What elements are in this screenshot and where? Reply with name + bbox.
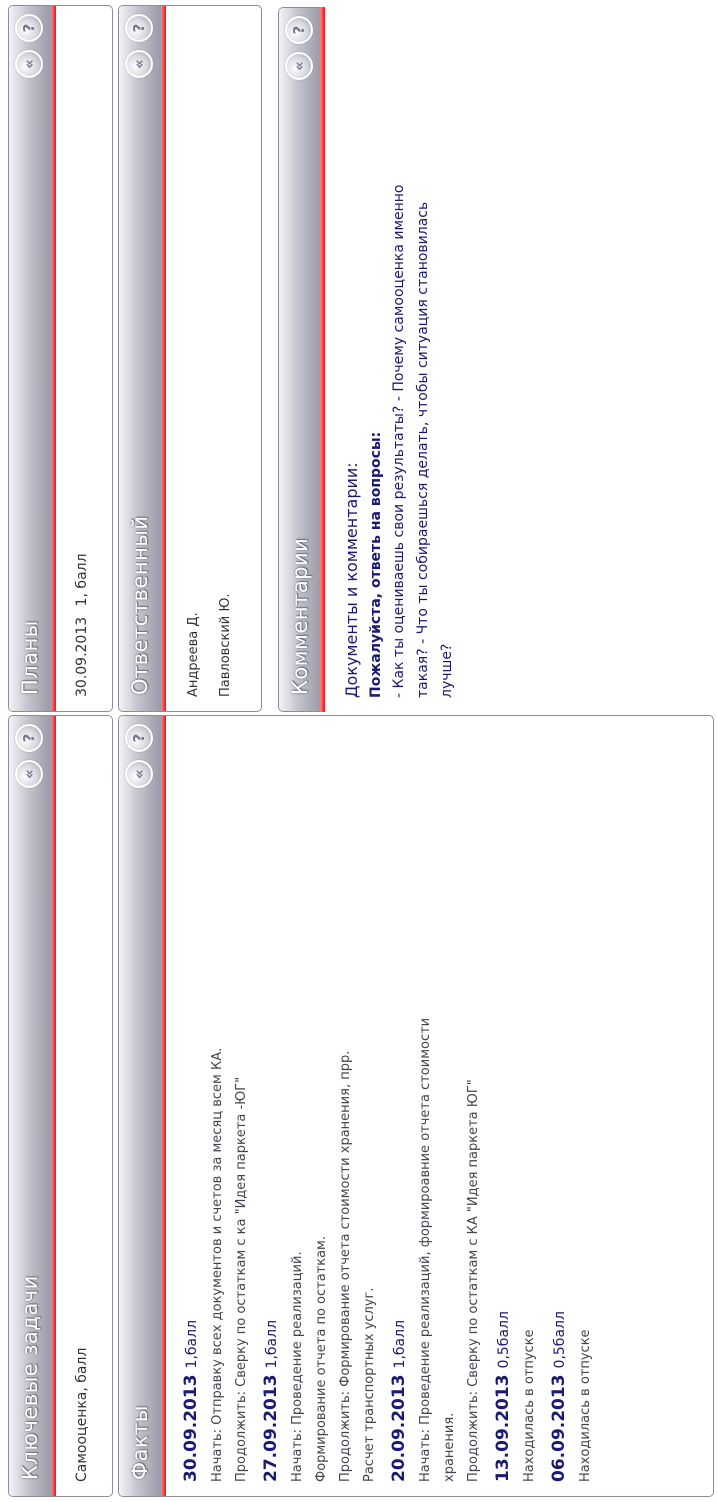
- fact-entry: [544, 730, 598, 1482]
- key-tasks-panel: [8, 715, 113, 1497]
- fact-score: 0,5балл: [552, 1311, 568, 1369]
- fact-score: 1,балл: [184, 1319, 200, 1369]
- facts-title: Факты: [128, 1405, 152, 1480]
- comments-body: [325, 7, 500, 712]
- help-button[interactable]: ?: [125, 14, 153, 42]
- fact-score: 1,балл: [392, 1319, 408, 1369]
- fact-entry: [176, 730, 254, 1482]
- plans-title: Планы: [18, 620, 42, 695]
- fact-line: Расчет транспортных услуг.: [362, 1287, 377, 1482]
- responsible-title: Ответственный: [128, 515, 152, 695]
- fact-line: Начать: Отправку всех документов и счетов за месяц всем КА.: [210, 1047, 225, 1482]
- collapse-button[interactable]: «: [125, 50, 153, 78]
- plans-panel: [8, 5, 113, 712]
- responsible-name: Андреева Д.: [186, 612, 201, 697]
- fact-line: Начать: Проведение реализаций.: [290, 1251, 305, 1482]
- fact-entry: [256, 730, 382, 1482]
- fact-date: 20.09.2013: [389, 1374, 409, 1482]
- help-button[interactable]: ?: [285, 16, 313, 44]
- plans-score: 1, балл: [74, 553, 90, 607]
- fact-date: 27.09.2013: [261, 1374, 281, 1482]
- responsible-body: [166, 6, 261, 711]
- comments-line: - Как ты оцениваешь свои результаты? - Почему самооценка именно: [391, 184, 407, 698]
- key-tasks-header: [9, 716, 51, 1496]
- fact-line: Продолжить: Сверку по остаткам с ка "Идея паркета -ЮГ": [234, 1076, 249, 1482]
- fact-date: 06.09.2013: [549, 1374, 569, 1482]
- facts-header: [119, 716, 161, 1496]
- facts-panel: [118, 715, 714, 1497]
- fact-score: 0,5балл: [496, 1311, 512, 1369]
- fact-line: Начать: Проведение реализаций, формироавние отчета стоимости: [418, 1017, 433, 1482]
- collapse-button[interactable]: «: [285, 52, 313, 80]
- fact-entry: [384, 730, 486, 1482]
- comments-header: [278, 7, 322, 712]
- comments-panel: [278, 7, 500, 712]
- facts-body: [166, 716, 713, 1496]
- plans-body: [56, 6, 112, 711]
- fact-line: Находилась в отпуске: [578, 1329, 593, 1482]
- key-tasks-body: [56, 716, 112, 1496]
- responsible-name: Павловский Ю.: [218, 593, 233, 697]
- comments-heading: Документы и комментарии:: [342, 462, 361, 698]
- plans-header: [9, 6, 51, 711]
- comments-bold-text: Пожалуйста, ответь на вопросы:: [368, 431, 384, 698]
- fact-score: 1,балл: [264, 1319, 280, 1369]
- help-button[interactable]: ?: [125, 724, 153, 752]
- fact-line: Продолжить: Формирование отчета стоимости хранения, прр.: [338, 1050, 353, 1482]
- collapse-button[interactable]: «: [15, 50, 43, 78]
- fact-line: Продолжить: Сверку по остаткам с КА "Идея паркета ЮГ": [466, 1079, 481, 1482]
- comments-title: Комментарии: [288, 537, 312, 695]
- fact-line: хранения.: [442, 1412, 457, 1482]
- fact-entry: [488, 730, 542, 1482]
- collapse-button[interactable]: «: [15, 760, 43, 788]
- comments-line: лучше?: [439, 643, 455, 698]
- fact-line: Формирование отчета по остаткам.: [314, 1236, 329, 1482]
- key-tasks-title: Ключевые задачи: [18, 1275, 42, 1480]
- help-button[interactable]: ?: [15, 14, 43, 42]
- responsible-panel: [118, 5, 262, 712]
- responsible-header: [119, 6, 161, 711]
- fact-line: Находилась в отпуске: [522, 1329, 537, 1482]
- collapse-button[interactable]: «: [125, 760, 153, 788]
- plans-date: 30.09.2013: [74, 616, 90, 697]
- comments-line: такая? - Что ты собираешься делать, чтобы ситуация становилась: [415, 201, 431, 698]
- help-button[interactable]: ?: [15, 724, 43, 752]
- fact-date: 30.09.2013: [181, 1374, 201, 1482]
- fact-date: 13.09.2013: [493, 1374, 513, 1482]
- key-tasks-text: Самооценка, балл: [74, 1347, 90, 1482]
